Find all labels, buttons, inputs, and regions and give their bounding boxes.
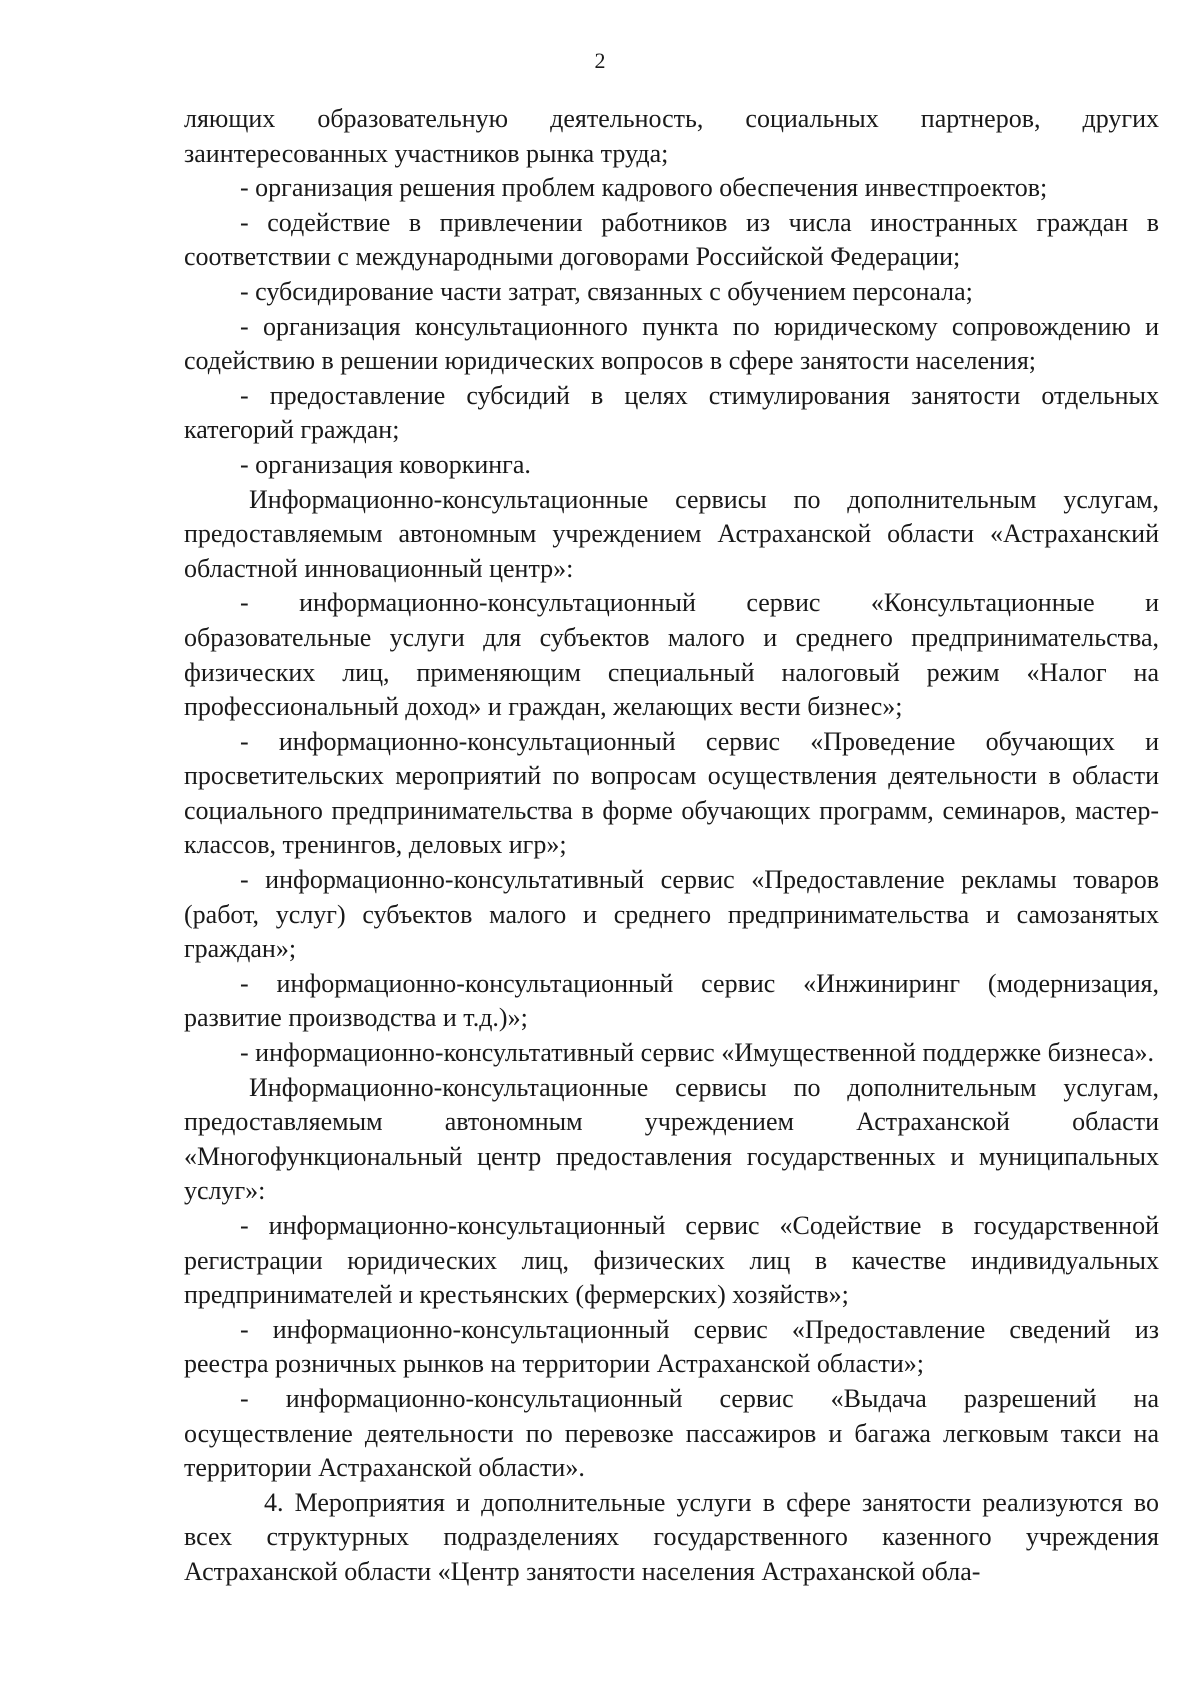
section-paragraph: Информационно-консультационные сервисы по дополнительным услугам, предоставляемым автономным учреждением Астраханской области «Многофункциональный центр предоставления государственных и муниципальных услуг»: <box>184 1072 1159 1206</box>
list-item: - информационно-консультационный сервис «Выдача разрешений на осуществление деятельности по перевозке пассажиров и багажа легковым такси на территории Астраханской области». <box>184 1383 1159 1483</box>
list-item: - информационно-консультативный сервис «Имущественной поддержке бизнеса». <box>240 1038 1155 1068</box>
section-paragraph: Информационно-консультационные сервисы по дополнительным услугам, предоставляемым автономным учреждением Астраханской области «Астраханский областной инновационный центр»: <box>184 484 1159 583</box>
list-item: - информационно-консультационный сервис «Содействие в государственной регистрации юридических лиц, физических лиц в качестве индивидуальных предпринимателей и крестьянских (фермерских) хозяйств»; <box>184 1211 1159 1310</box>
list-item: - информационно-консультационный сервис «Проведение обучающих и просветительских мероприятий по вопросам осуществления деятельности в области социального предпринимательства в форме обучающих программ, семинаров, мастер-классов, тренингов, деловых игр»; <box>184 726 1159 860</box>
page-number: 2 <box>594 48 606 73</box>
paragraph-continuation: ляющих образовательную деятельность, социальных партнеров, других заинтересованных участников рынка труда; <box>184 104 1159 168</box>
list-item: - информационно-консультационный сервис «Консультационные и образовательные услуги для субъектов малого и среднего предпринимательства, физических лиц, применяющим специальный налоговый режим «Налог на профессиональный доход» и граждан, желающих вести бизнес»; <box>184 588 1159 722</box>
list-item: - предоставление субсидий в целях стимулирования занятости отдельных категорий граждан; <box>184 380 1159 445</box>
list-item: - субсидирование части затрат, связанных с обучением персонала; <box>240 276 973 306</box>
list-item: - информационно-консультационный сервис «Предоставление сведений из реестра розничных рынков на территории Астраханской области»; <box>184 1314 1159 1379</box>
list-item: - организация решения проблем кадрового обеспечения инвестпроектов; <box>240 173 1048 203</box>
numbered-paragraph: 4. Мероприятия и дополнительные услуги в сфере занятости реализуются во всех структурных подразделениях государственного казенного учреждения Астраханской области «Центр занятости населения Астраханской обла- <box>184 1487 1159 1586</box>
document-body <box>184 102 1159 1590</box>
list-item: - информационно-консультационный сервис «Инжиниринг (модернизация, развитие производства и т.д.)»; <box>184 968 1159 1033</box>
list-item: - организация коворкинга. <box>240 449 531 479</box>
list-item: - информационно-консультативный сервис «Предоставление рекламы товаров (работ, услуг) субъектов малого и среднего предпринимательства и самозанятых граждан»; <box>184 865 1159 964</box>
list-item: - содействие в привлечении работников из числа иностранных граждан в соответствии с международными договорами Российской Федерации; <box>184 207 1159 272</box>
list-item: - организация консультационного пункта по юридическому сопровождению и содействию в решении юридических вопросов в сфере занятости населения; <box>184 311 1159 376</box>
